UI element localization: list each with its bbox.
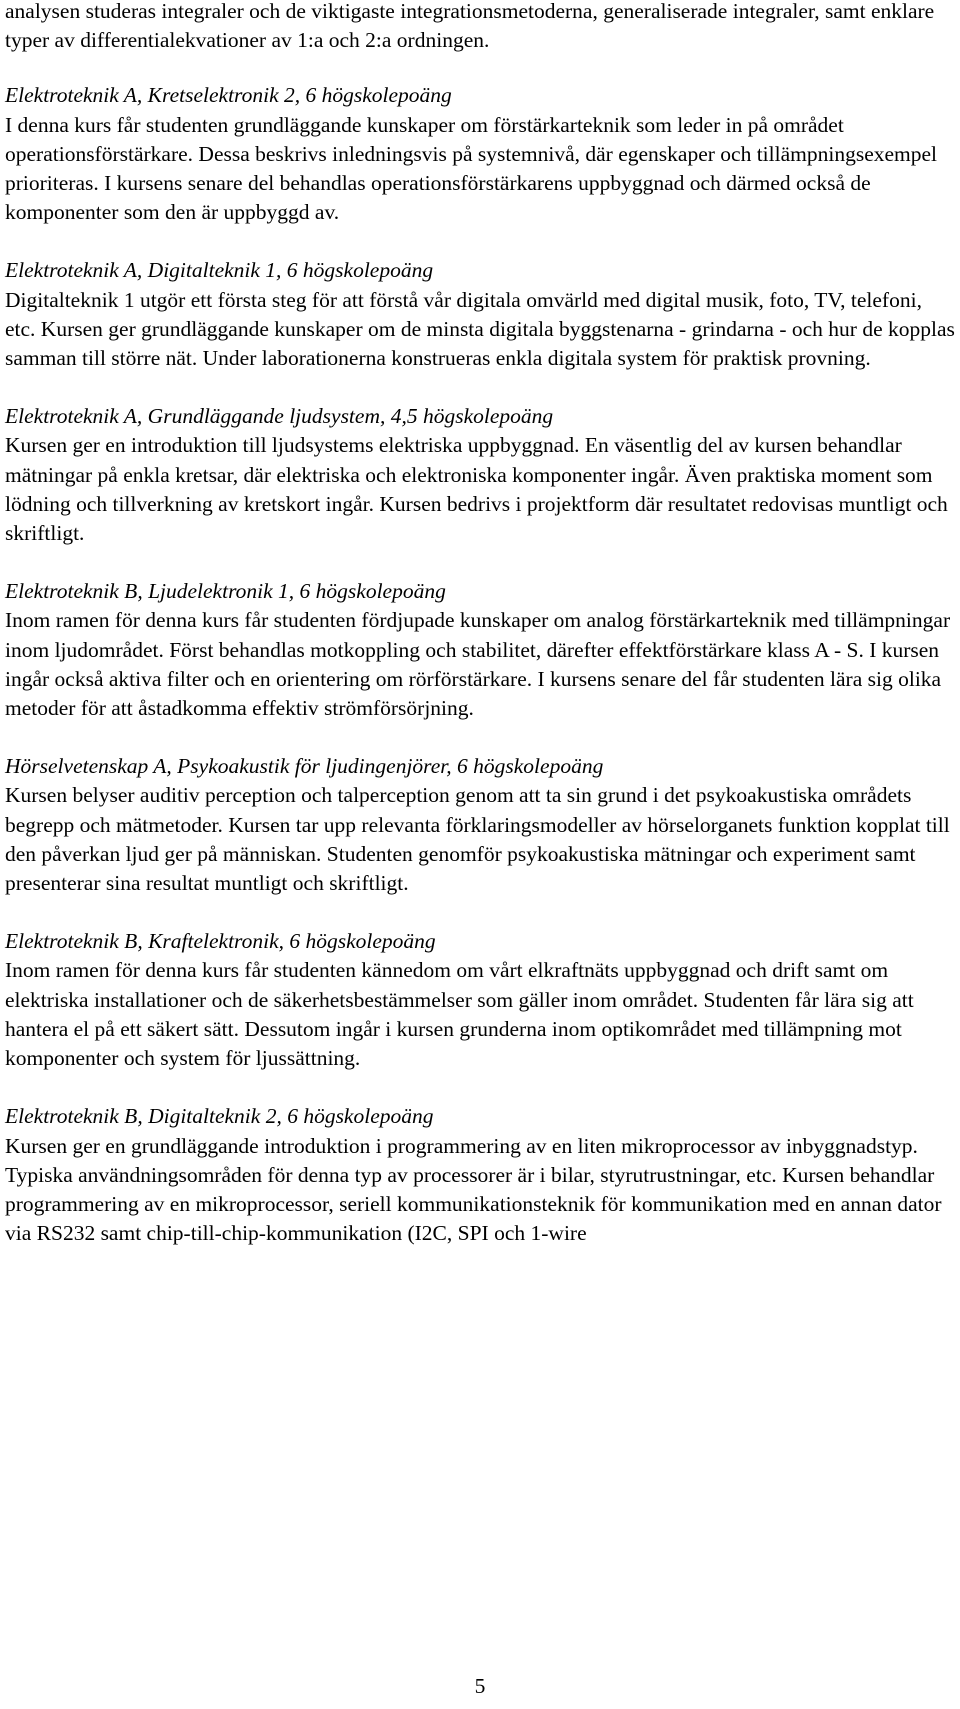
course-description: Kursen belyser auditiv perception och talperception genom att ta sin grund i det psykoakustiska områdets begrepp och mätmetoder. Kursen tar upp relevanta förklaringsmodeller av hörselorganets funktion kopplat till den påverkan ljud ger på människan. Studenten genomför psykoakustiska mätningar och experiment samt presenterar sina resultat muntligt och skriftligt. xyxy=(5,783,950,896)
course-description: Inom ramen för denna kurs får studenten kännedom om vårt elkraftnäts uppbyggnad och drift samt om elektriska installationer och de säkerhetsbestämmelser som gäller inom området. Studenten får lära sig att hantera el på ett säkert sätt. Dessutom ingår i kursen grunderna inom optikområdet med tillämpning mot komponenter och system för ljussättning. xyxy=(5,958,914,1071)
course-description: Inom ramen för denna kurs får studenten fördjupade kunskaper om analog förstärkarteknik med tillämpningar inom ljudområdet. Först behandlas motkoppling och stabilitet, därefter effektförstärkare klass A - S. I kursen ingår också aktiva filter och en orientering om rörförstärkare. I kursens senare del får studenten lära sig olika metoder för att åstadkomma effektiv strömförsörjning. xyxy=(5,608,951,721)
course-title: Elektroteknik A, Kretselektronik 2, 6 högskolepoäng xyxy=(5,83,452,108)
course-kraftelektronik xyxy=(5,927,955,1073)
course-title: Elektroteknik B, Ljudelektronik 1, 6 högskolepoäng xyxy=(5,579,446,604)
course-title: Elektroteknik A, Grundläggande ljudsystem, 4,5 högskolepoäng xyxy=(5,404,554,429)
course-title: Elektroteknik B, Kraftelektronik, 6 högskolepoäng xyxy=(5,929,436,954)
course-digitalteknik-2 xyxy=(5,1102,955,1248)
course-description: Kursen ger en grundläggande introduktion i programmering av en liten mikroprocessor av inbyggnadstyp. Typiska användningsområden för denna typ av processorer är i bilar, styrutrustningar, etc. Kursen behandlar programmering av en mikroprocessor, seriell kommunikationsteknik för kommunikation med en annan dator via RS232 samt chip-till-chip-kommunikation (I2C, SPI och 1-wire xyxy=(5,1133,942,1246)
course-description: Digitalteknik 1 utgör ett första steg för att förstå vår digitala omvärld med digital musik, foto, TV, telefoni, etc. Kursen ger grundläggande kunskaper om de minsta digitala byggstenarna - grindarna - och hur de kopplas samman till större nät. Under laborationerna konstrueras enkla digitala system för praktisk provning. xyxy=(5,287,955,371)
course-psykoakustik xyxy=(5,752,955,898)
course-grundlaggande-ljudsystem xyxy=(5,402,955,548)
page-content xyxy=(5,0,955,1277)
course-kretselektronik-2 xyxy=(5,81,955,227)
intro-paragraph: analysen studeras integraler och de viktigaste integrationsmetoderna, generaliserade integraler, samt enklare typer av differentialekvationer av 1:a och 2:a ordningen. xyxy=(5,0,935,53)
page-number: 5 xyxy=(474,1674,486,1698)
course-title: Elektroteknik B, Digitalteknik 2, 6 högskolepoäng xyxy=(5,1104,434,1129)
course-title: Hörselvetenskap A, Psykoakustik för ljudingenjörer, 6 högskolepoäng xyxy=(5,754,604,779)
course-title: Elektroteknik A, Digitalteknik 1, 6 högskolepoäng xyxy=(5,258,434,283)
course-description: I denna kurs får studenten grundläggande kunskaper om förstärkarteknik som leder in på området operationsförstärkare. Dessa beskrivs inledningsvis på systemnivå, där egenskaper och tillämpningsexempel prioriteras. I kursens senare del behandlas operationsförstärkarens uppbyggnad och därmed också de komponenter som den är uppbyggd av. xyxy=(5,112,938,225)
course-description: Kursen ger en introduktion till ljudsystems elektriska uppbyggnad. En väsentlig del av kursen behandlar mätningar på enkla kretsar, där elektriska och elektroniska komponenter ingår. Även praktiska moment som lödning och tillverkning av kretskort ingår. Kursen bedrivs i projektform där resultatet redovisas muntligt och skriftligt. xyxy=(5,433,948,546)
course-ljudelektronik-1 xyxy=(5,577,955,723)
course-digitalteknik-1 xyxy=(5,256,955,373)
